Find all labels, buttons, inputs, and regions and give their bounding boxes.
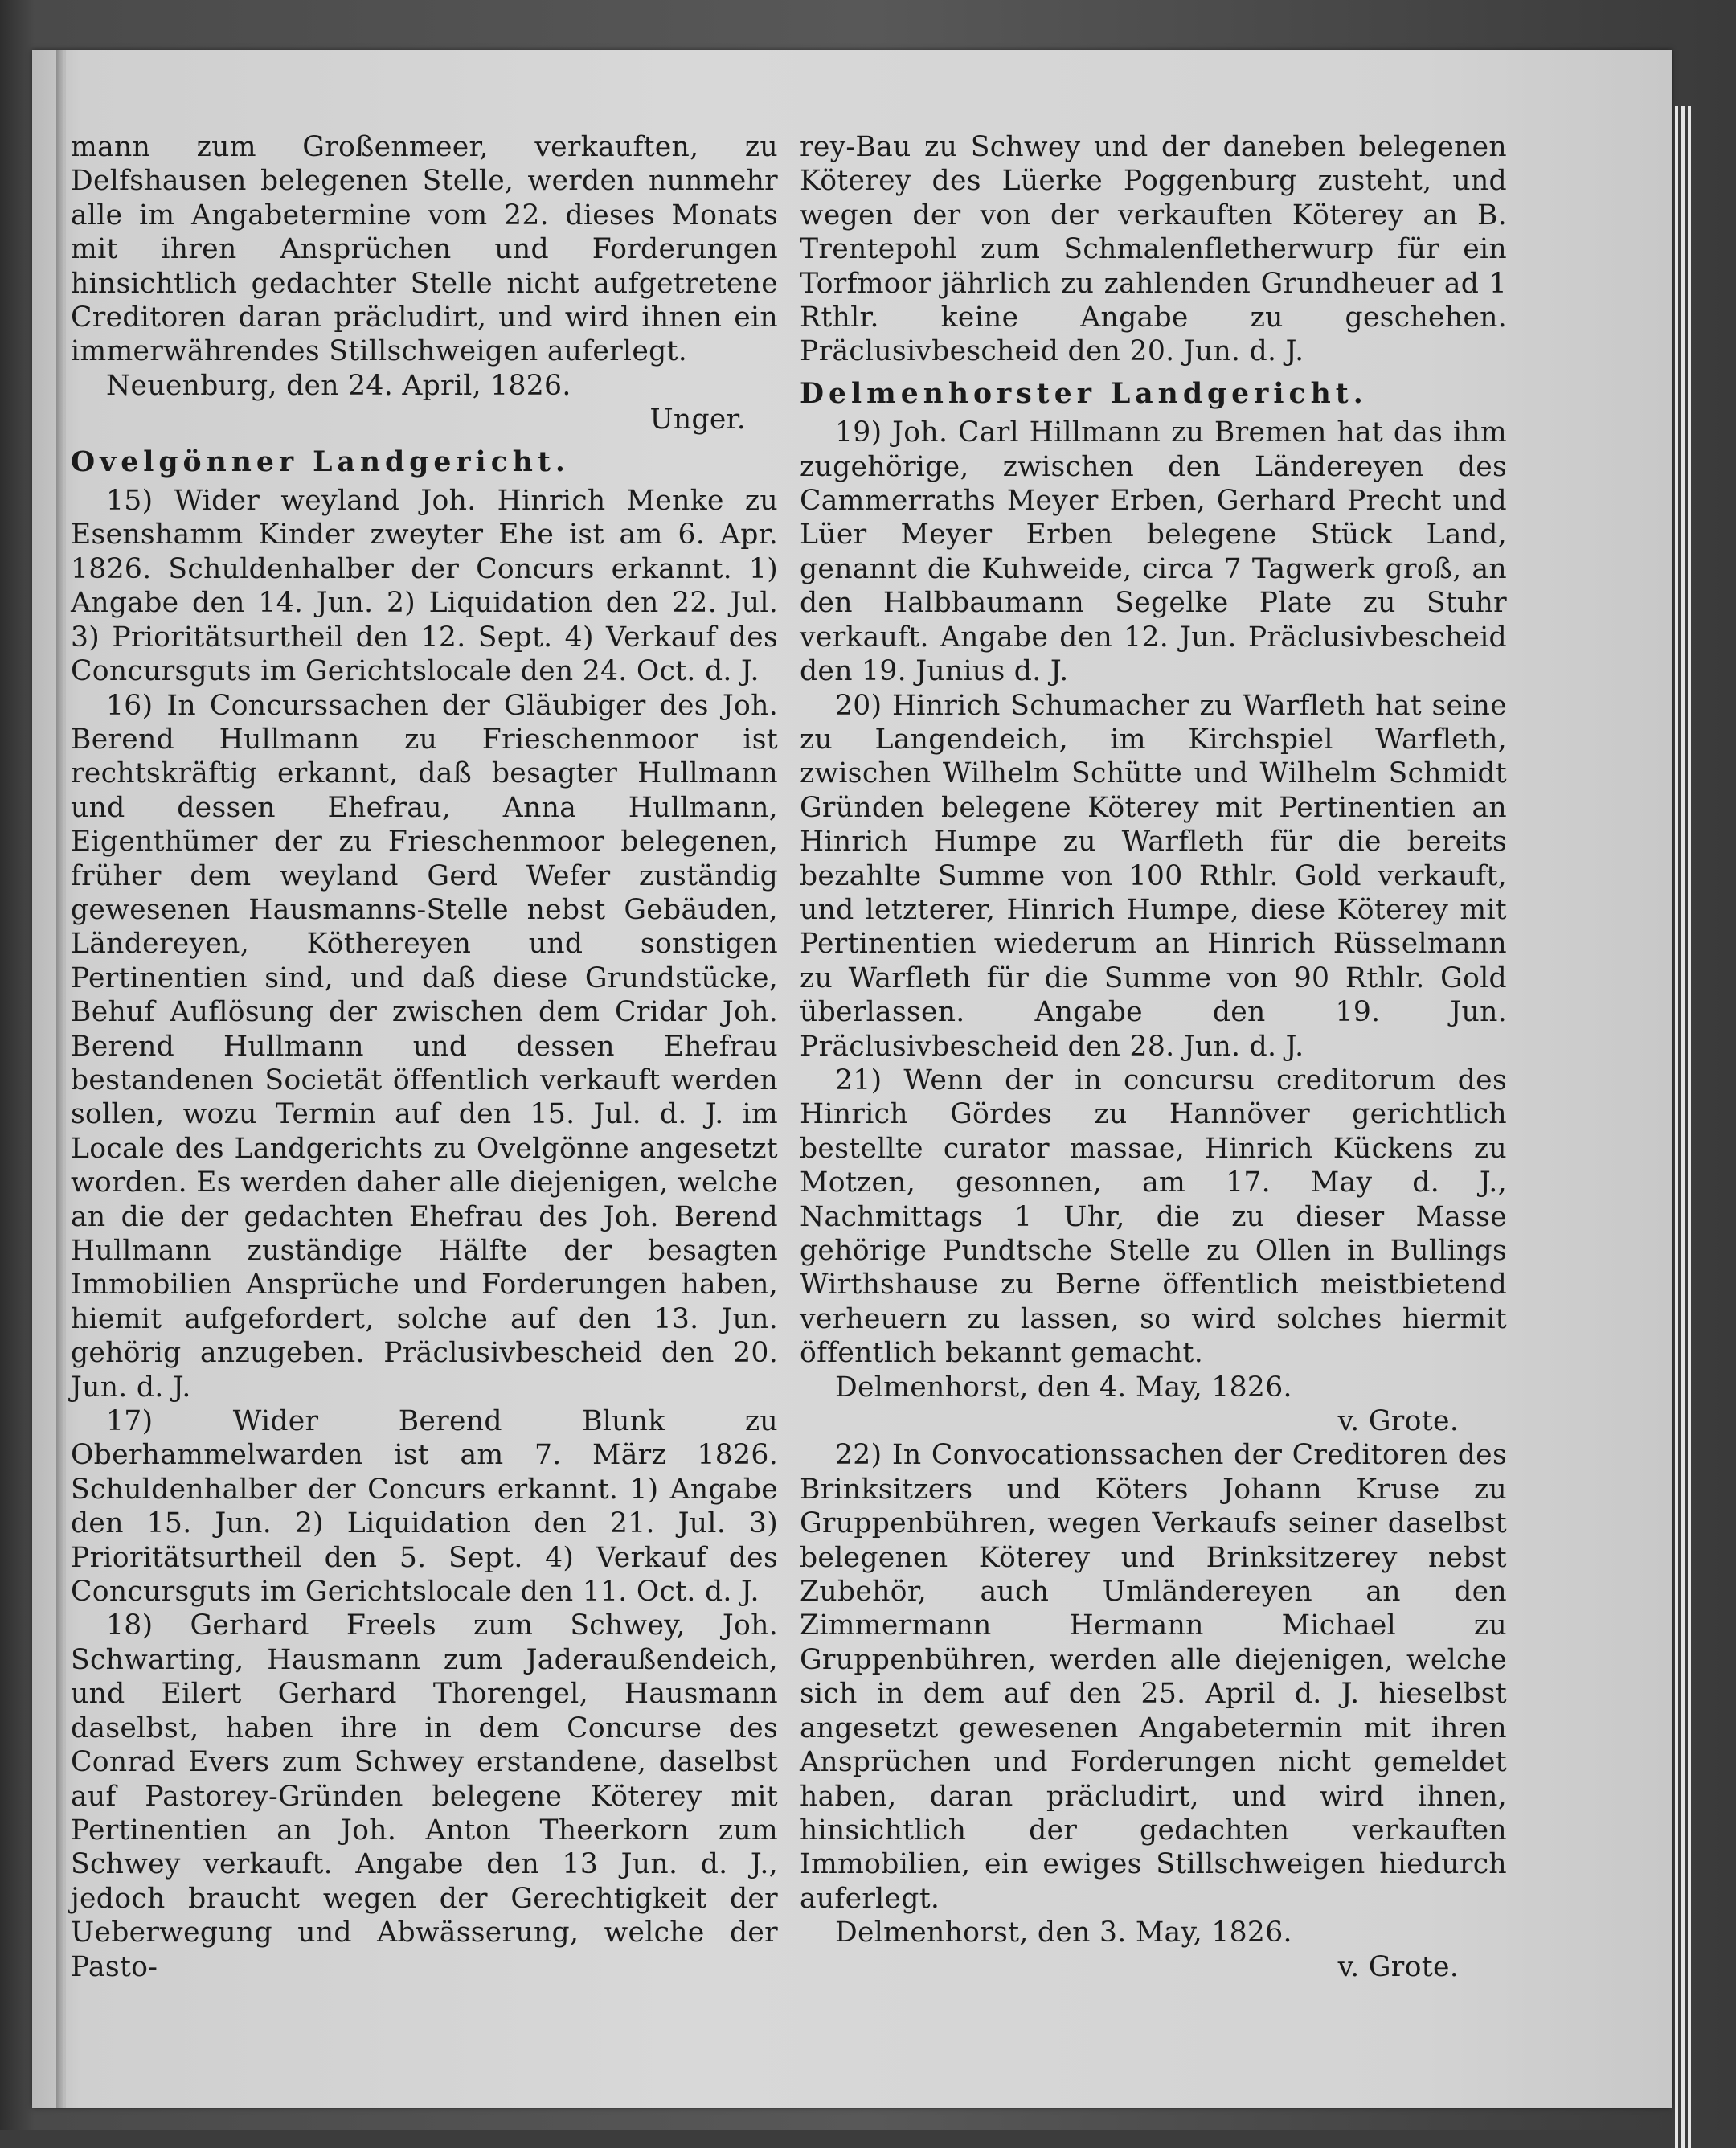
paragraph-continued: mann zum Großenmeer, verkauften, zu Delfshausen belegenen Stelle, werden nunmehr alle im Angabetermine vom 22. dieses Monats mit ihren Ansprüchen und Forderungen hinsichtlich gedachter Stelle nicht aufgetretene Creditoren daran präcludirt, und wird ihnen ein immerwährendes Stillschweigen auferlegt. <box>71 131 778 368</box>
section-heading-ovelgoenne: Ovelgönner Landgericht. <box>71 445 570 478</box>
notice-20: 20) Hinrich Schumacher zu Warfleth hat seine zu Langendeich, im Kirchspiel Warfleth, zwischen Wilhelm Schütte und Wilhelm Schmidt Gründen belegene Köterey mit Pertinentien an Hinrich Humpe zu Warfleth für die bereits bezahlte Summe von 100 Rthlr. Gold verkauft, und letzterer, Hinrich Humpe, diese Köterey mit Pertinentien wiederum an Hinrich Rüsselmann zu Warfleth für die Summe von 90 Rthlr. Gold überlassen. Angabe den 19. Jun. Präclusivbescheid den 28. Jun. d. J. <box>800 689 1507 1063</box>
fold-line <box>64 50 66 2108</box>
page-gutter <box>56 50 64 2108</box>
notice-22: 22) In Convocationssachen der Creditoren des Brinksitzers und Köters Johann Kruse zu Gruppenbühren, wegen Verkaufs seiner daselbst belegenen Köterey und Brinksitzerey nebst Zubehör, auch Umländereyen an den Zimmermann Hermann Michael zu Gruppenbühren, werden alle diejenigen, welche sich in dem auf den 25. April d. J. hieselbst angesetzt gewesenen Angabetermin mit ihren Ansprüchen und Forderungen nicht gemeldet haben, daran präcludirt, und wird ihnen, hinsichtlich der gedachten verkauften Immobilien, ein ewiges Stillschweigen hiedurch auferlegt. <box>800 1439 1507 1915</box>
dateline-neuenburg: Neuenburg, den 24. April, 1826. <box>106 369 571 402</box>
notice-18-continued: rey-Bau zu Schwey und der daneben belegenen Köterey des Lüerke Poggenburg zusteht, und wegen der von der verkauften Köterey an B. Trentepohl zum Schmalenfletherwurp für ein Torfmoor jährlich zu zahlenden Grundheuer ad 1 Rthlr. keine Angabe zu geschehen. Präclusivbescheid den 20. Jun. d. J. <box>800 131 1507 368</box>
dateline-delmenhorst-2: Delmenhorst, den 3. May, 1826. <box>835 1916 1292 1949</box>
signature-grote-1: v. Grote. <box>1337 1405 1459 1438</box>
page-edge-2 <box>1681 106 1685 2148</box>
section-heading-delmenhorst: Delmenhorster Landgericht. <box>800 377 1368 410</box>
signature-grote-2: v. Grote. <box>1337 1950 1459 1983</box>
page-edge-3 <box>1688 106 1691 2148</box>
notice-18: 18) Gerhard Freels zum Schwey, Joh. Schwarting, Hausmann zum Jaderaußendeich, und Eilert Gerhard Thorengel, Hausmann daselbst, haben ihre in dem Concurse des Conrad Evers zum Schwey erstandene, daselbst auf Pastorey-Gründen belegene Köterey mit Pertinentien an Joh. Anton Theerkorn zum Schwey verkauft. Angabe den 13 Jun. d. J., jedoch braucht wegen der Gerechtigkeit der Ueberwegung und Abwässerung, welche der Pasto- <box>71 1609 778 1983</box>
notice-19: 19) Joh. Carl Hillmann zu Bremen hat das ihm zugehörige, zwischen den Ländereyen des Cammerraths Meyer Erben, Gerhard Precht und Lüer Meyer Erben belegene Stück Land, genannt die Kuhweide, circa 7 Tagwerk groß, an den Halbbaumann Segelke Plate zu Stuhr verkauft. Angabe den 12. Jun. Präclusivbescheid den 19. Junius d. J. <box>800 416 1507 688</box>
notice-16: 16) In Concurssachen der Gläubiger des Joh. Berend Hullmann zu Frieschenmoor ist rechtskräftig erkannt, daß besagter Hullmann und dessen Ehefrau, Anna Hullmann, Eigenthümer der zu Frieschenmoor belegenen, früher dem weyland Gerd Wefer zuständig gewesenen Hausmanns-Stelle nebst Gebäuden, Ländereyen, Köthereyen und sonstigen Pertinentien sind, und daß diese Grundstücke, Behuf Auflösung der zwischen dem Cridar Joh. Berend Hullmann und dessen Ehefrau bestandenen Societät öffentlich verkauft werden sollen, wozu Termin auf den 15. Jul. d. J. im Locale des Landgerichts zu Ovelgönne angesetzt worden. Es werden daher alle diejenigen, welche an die der gedachten Ehefrau des Joh. Berend Hullmann zuständige Hälfte der besagten Immobilien Ansprüche und Forderungen haben, hiemit aufgefordert, solche auf den 13. Jun. gehörig anzugeben. Präclusivbescheid den 20. Jun. d. J. <box>71 689 778 1404</box>
right-column <box>800 130 1507 1984</box>
page-edge-1 <box>1675 106 1678 2148</box>
dateline-delmenhorst-1: Delmenhorst, den 4. May, 1826. <box>835 1371 1292 1404</box>
notice-15: 15) Wider weyland Joh. Hinrich Menke zu Esenshamm Kinder zweyter Ehe ist am 6. Apr. 1826. Schuldenhalber der Concurs erkannt. 1) Angabe den 14. Jun. 2) Liquidation den 22. Jul. 3) Prioritätsurtheil den 12. Sept. 4) Verkauf des Concursguts im Gerichtslocale den 24. Oct. d. J. <box>71 485 778 688</box>
left-column <box>71 130 778 1984</box>
book-page <box>32 50 1672 2108</box>
notice-21: 21) Wenn der in concursu creditorum des Hinrich Gördes zu Hannöver gerichtlich bestellte curator massae, Hinrich Kückens zu Motzen, gesonnen, am 17. May d. J., Nachmittags 1 Uhr, die zu dieser Masse gehörige Pundtsche Stelle zu Ollen in Bullings Wirthshause zu Berne öffentlich meistbietend verheuern zu lassen, so wird solches hiermit öffentlich bekannt gemacht. <box>800 1064 1507 1370</box>
signature-unger: Unger. <box>649 404 746 437</box>
notice-17: 17) Wider Berend Blunk zu Oberhammelwarden ist am 7. März 1826. Schuldenhalber der Concurs erkannt. 1) Angabe den 15. Jun. 2) Liquidation den 21. Jul. 3) Prioritätsurtheil den 5. Sept. 4) Verkauf des Concursguts im Gerichtslocale den 11. Oct. d. J. <box>71 1405 778 1609</box>
